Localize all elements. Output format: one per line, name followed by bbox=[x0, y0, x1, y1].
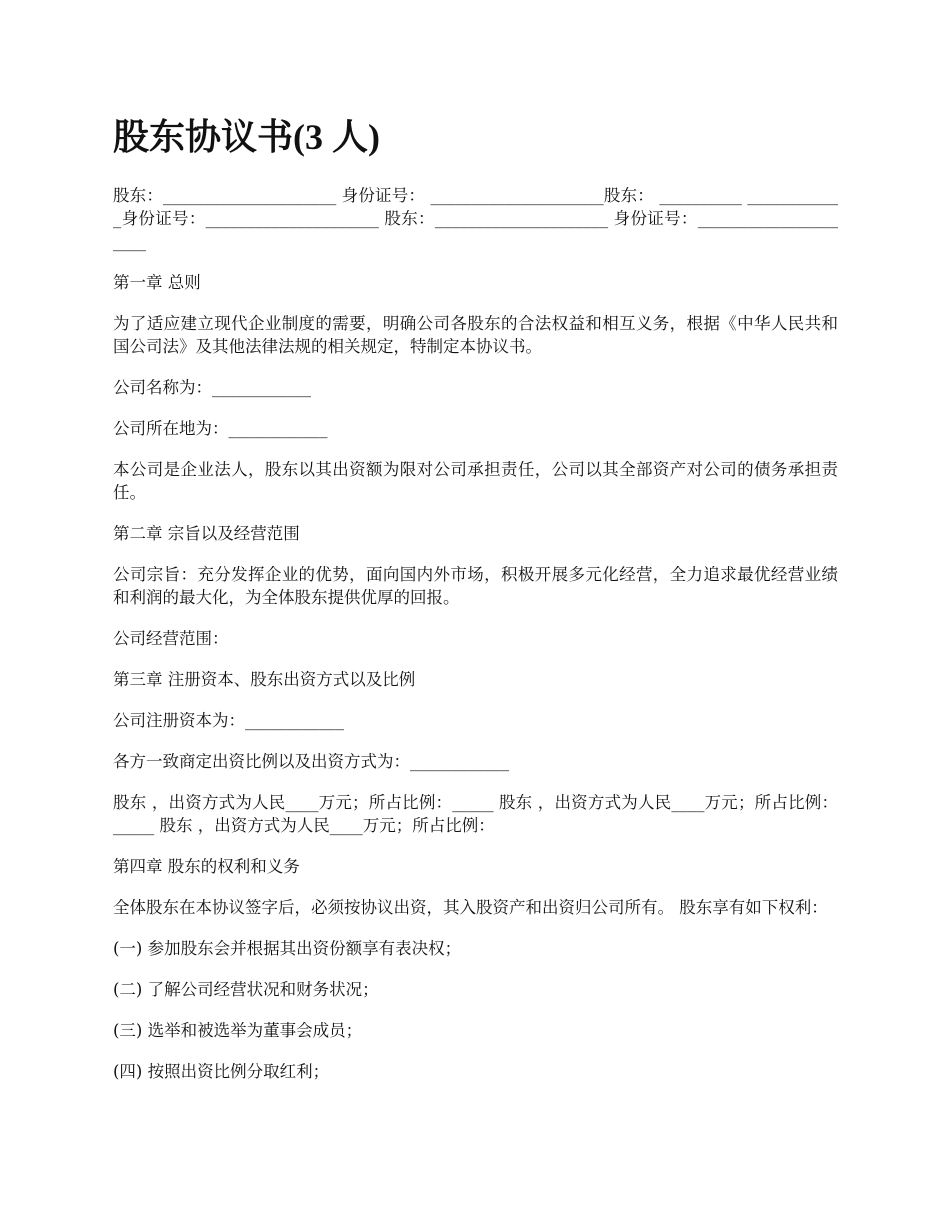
company-purpose-paragraph: 公司宗旨：充分发挥企业的优势，面向国内外市场，积极开展多元化经营，全力追求最优经营业绩和利润的最大化，为全体股东提供优厚的回报。 bbox=[113, 565, 838, 607]
purpose-paragraph: 为了适应建立现代企业制度的需要，明确公司各股东的合法权益和相互义务，根据《中华人民共和国公司法》及其他法律法规的相关规定，特制定本协议书。 bbox=[113, 314, 838, 356]
chapter-1-heading: 第一章 总则 bbox=[113, 273, 201, 292]
rights-intro-paragraph: 全体股东在本协议签字后，必须按协议出资，其入股资产和出资归公司所有。 股东享有如下权利： bbox=[113, 898, 828, 917]
chapter-3-heading: 第三章 注册资本、股东出资方式以及比例 bbox=[113, 670, 416, 689]
chapter-2-heading: 第二章 宗旨以及经营范围 bbox=[113, 524, 300, 543]
right-item-1: (一) 参加股东会并根据其出资份额享有表决权； bbox=[113, 939, 462, 958]
shareholder-info-paragraph: 股东：_____________________ 身份证号： _____________________股东： __________ ____________身份证号：_____________________ 股东：_____________________ 身份证号：_____________________ bbox=[113, 186, 838, 251]
document-title: 股东协议书(3 人) bbox=[113, 117, 380, 157]
business-scope-line: 公司经营范围： bbox=[113, 629, 229, 648]
company-location-line: 公司所在地为：____________ bbox=[113, 419, 328, 438]
right-item-4: (四) 按照出资比例分取红利； bbox=[113, 1062, 330, 1081]
right-item-2: (二) 了解公司经营状况和财务状况； bbox=[113, 980, 379, 999]
contribution-ratio-line: 各方一致商定出资比例以及出资方式为：____________ bbox=[113, 752, 509, 771]
chapter-4-heading: 第四章 股东的权利和义务 bbox=[113, 857, 300, 876]
document-page bbox=[113, 112, 838, 1101]
shareholder-contribution-paragraph: 股东 ，出资方式为人民____万元；所占比例：_____ 股东 ，出资方式为人民____万元；所占比例：_____ 股东 ，出资方式为人民____万元；所占比例： bbox=[113, 793, 838, 835]
company-name-line: 公司名称为：____________ bbox=[113, 378, 311, 397]
registered-capital-line: 公司注册资本为：____________ bbox=[113, 711, 344, 730]
liability-paragraph: 本公司是企业法人，股东以其出资额为限对公司承担责任，公司以其全部资产对公司的债务承担责任。 bbox=[113, 460, 838, 502]
right-item-3: (三) 选举和被选举为董事会成员； bbox=[113, 1021, 363, 1040]
